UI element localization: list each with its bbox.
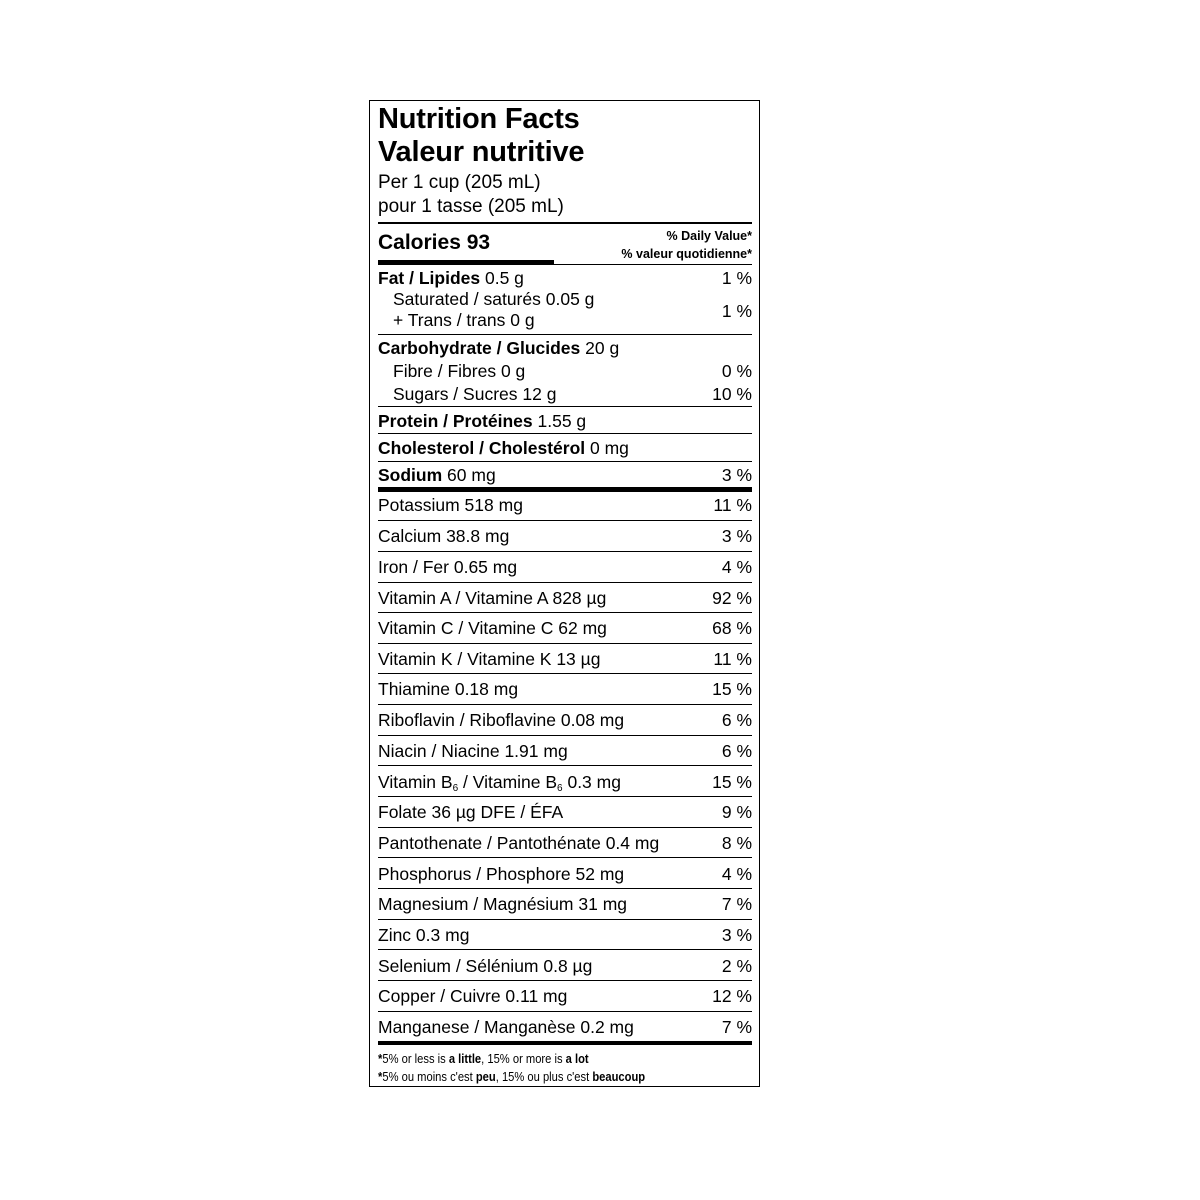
micronutrient-name: Thiamine 0.18 mg: [378, 679, 519, 699]
calories-label: Calories: [378, 231, 461, 254]
rule-under-protein: [378, 433, 752, 434]
micronutrient-percent: 2 %: [721, 956, 752, 976]
label-content: [378, 101, 752, 1086]
rule-under-serving: [378, 222, 752, 224]
micronutrient-name: Vitamin K / Vitamine K 13 µg: [378, 649, 601, 669]
row-divider: [378, 582, 752, 583]
rule-under-cholesterol: [378, 461, 752, 462]
sugars-percent: 10 %: [712, 384, 752, 404]
micronutrient-percent: 11 %: [713, 495, 752, 515]
serving-size-english: Per 1 cup (205 mL): [378, 172, 541, 193]
fibre-name: Fibre / Fibres 0 g: [393, 361, 526, 381]
row-divider: [378, 612, 752, 613]
micronutrient-name: Vitamin A / Vitamine A 828 µg: [378, 588, 607, 608]
row-divider: [378, 551, 752, 552]
micronutrient-name: Riboflavin / Riboflavine 0.08 mg: [378, 710, 625, 730]
row-divider: [378, 796, 752, 797]
micronutrient-percent: 9 %: [721, 802, 752, 822]
saturated-trans-percent: 1 %: [721, 301, 752, 321]
sodium-percent: 3 %: [721, 465, 752, 485]
micronutrient-name: Phosphorus / Phosphore 52 mg: [378, 864, 625, 884]
trans-name: + Trans / trans 0 g: [393, 310, 535, 330]
row-divider: [378, 520, 752, 521]
calories-value: 93: [466, 231, 491, 254]
daily-value-french: % valeur quotidienne*: [621, 247, 752, 261]
daily-value-header: [621, 227, 752, 263]
nutrition-facts-label: [369, 100, 760, 1087]
micronutrient-percent: 6 %: [721, 710, 752, 730]
row-divider: [378, 735, 752, 736]
thick-rule-above-footnote: [378, 1041, 752, 1045]
micronutrient-name: Magnesium / Magnésium 31 mg: [378, 894, 627, 914]
footnote-english: *5% or less is a little, 15% or more is a lot: [378, 1051, 589, 1066]
daily-value-english: % Daily Value*: [666, 229, 752, 243]
saturated-name: Saturated / saturés 0.05 g: [393, 289, 595, 309]
vitamin-b6-name: Vitamin $B_6$ / Vitamine $B_6$ 0.3 mg: [378, 772, 621, 794]
thick-rule-under-sodium: [378, 487, 752, 492]
micronutrient-percent: 68 %: [712, 618, 752, 638]
micronutrient-percent: 15 %: [712, 679, 752, 699]
micronutrient-name: Calcium 38.8 mg: [378, 526, 510, 546]
row-divider: [378, 888, 752, 889]
micronutrient-name: Zinc 0.3 mg: [378, 925, 470, 945]
sodium-name: Sodium 60 mg: [378, 465, 496, 485]
carbohydrate-name: Carbohydrate / Glucides 20 g: [378, 338, 620, 358]
fibre-percent: 0 %: [721, 361, 752, 381]
micronutrient-percent: 8 %: [721, 833, 752, 853]
vitamin-b6-percent: 15 %: [712, 772, 752, 792]
micronutrient-percent: 4 %: [721, 864, 752, 884]
micronutrient-name: Selenium / Sélénium 0.8 µg: [378, 956, 593, 976]
row-divider: [378, 949, 752, 950]
micronutrient-name: Copper / Cuivre 0.11 mg: [378, 986, 568, 1006]
row-divider: [378, 704, 752, 705]
row-divider: [378, 980, 752, 981]
row-divider: [378, 857, 752, 858]
micronutrient-percent: 4 %: [721, 557, 752, 577]
micronutrient-percent: 92 %: [712, 588, 752, 608]
micronutrient-percent: 6 %: [721, 741, 752, 761]
row-divider: [378, 1011, 752, 1012]
row-divider: [378, 919, 752, 920]
row-divider: [378, 765, 752, 766]
title-english: Nutrition Facts: [378, 103, 580, 135]
rule-under-fat: [378, 334, 752, 335]
micronutrient-percent: 12 %: [712, 986, 752, 1006]
sugars-name: Sugars / Sucres 12 g: [393, 384, 557, 404]
micronutrient-name: Potassium 518 mg: [378, 495, 523, 515]
micronutrient-name: Pantothenate / Pantothénate 0.4 mg: [378, 833, 660, 853]
fat-name: Fat / Lipides 0.5 g: [378, 268, 524, 288]
rule-under-sugars: [378, 406, 752, 407]
micronutrient-name: Folate 36 µg DFE / ÉFA: [378, 802, 564, 822]
micronutrient-percent: 7 %: [721, 894, 752, 914]
micronutrient-name: Vitamin C / Vitamine C 62 mg: [378, 618, 607, 638]
micronutrient-percent: 7 %: [721, 1017, 752, 1037]
cholesterol-name: Cholesterol / Cholestérol 0 mg: [378, 438, 629, 458]
micronutrient-percent: 3 %: [721, 925, 752, 945]
fat-percent: 1 %: [721, 268, 752, 288]
row-divider: [378, 827, 752, 828]
micronutrient-percent: 11 %: [713, 649, 752, 669]
calories-line: [378, 232, 490, 253]
row-divider: [378, 673, 752, 674]
row-divider: [378, 643, 752, 644]
protein-name: Protein / Protéines 1.55 g: [378, 411, 587, 431]
rule-under-calories: [378, 264, 752, 265]
title-french: Valeur nutritive: [378, 136, 585, 168]
micronutrient-name: Iron / Fer 0.65 mg: [378, 557, 518, 577]
serving-size-french: pour 1 tasse (205 mL): [378, 196, 564, 217]
footnote-french: *5% ou moins c'est peu, 15% ou plus c'est beaucoup: [378, 1069, 646, 1084]
micronutrient-name: Niacin / Niacine 1.91 mg: [378, 741, 568, 761]
micronutrient-percent: 3 %: [721, 526, 752, 546]
micronutrient-name: Manganese / Manganèse 0.2 mg: [378, 1017, 634, 1037]
